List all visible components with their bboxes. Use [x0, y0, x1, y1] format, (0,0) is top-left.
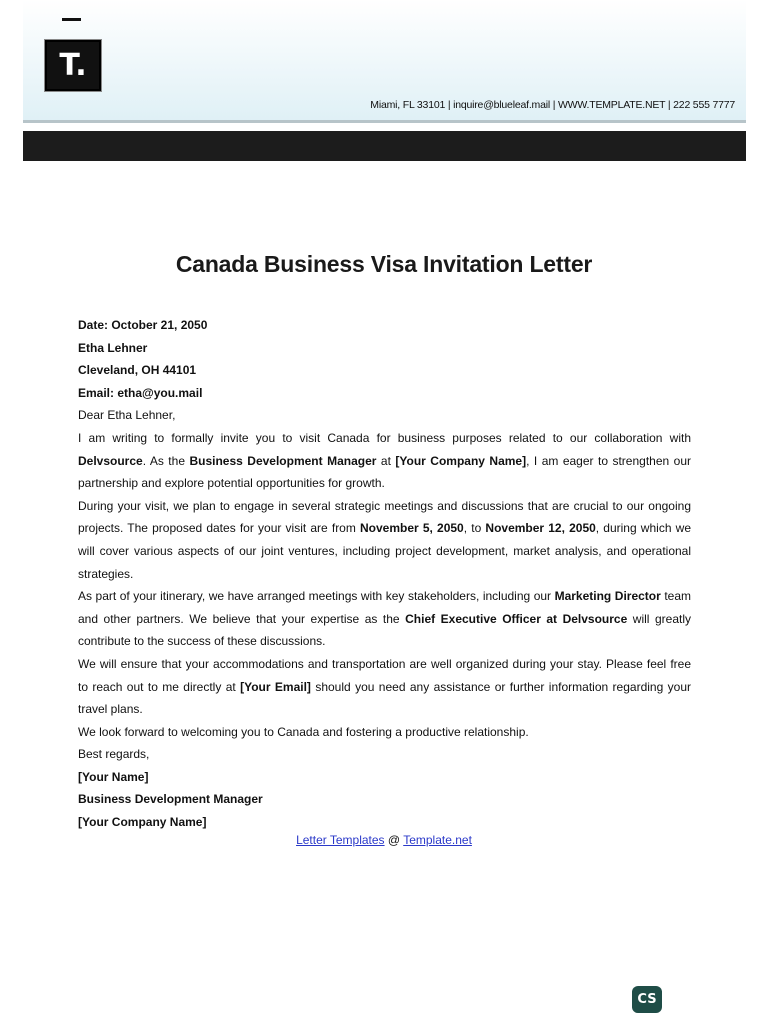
header-dash-mark [62, 18, 81, 21]
text-run: , I am eager to strengthen our partnership and explore potential opportunities for growth. [78, 453, 691, 491]
text-run: team and other partners. We believe that your expertise as the [78, 589, 691, 626]
letter-templates-link[interactable]: Letter Templates [296, 833, 385, 847]
salutation: Dear Etha Lehner, [78, 408, 176, 423]
closing: Best regards, [78, 747, 150, 762]
template-net-link[interactable]: Template.net [403, 833, 472, 847]
signature-title: Business Development Manager [78, 792, 263, 807]
letter-body [78, 314, 691, 834]
footer-credit [0, 833, 768, 847]
text-run: As part of your itinerary, we have arranged meetings with key stakeholders, including our [78, 589, 555, 604]
letter-date: Date: October 21, 2050 [78, 318, 208, 332]
letterhead-band [23, 131, 746, 161]
letterhead-contact-info: Miami, FL 33101 | inquire@blueleaf.mail | WWW.TEMPLATE.NET | 222 555 7777 [370, 99, 735, 111]
paragraph-invitation [78, 427, 691, 495]
text-run: . As the [142, 453, 190, 468]
sender-company: [Your Company Name] [395, 453, 527, 468]
text-run: should you need any assistance or further information regarding your travel plans. [78, 679, 691, 717]
recipient-role: Chief Executive Officer at Delvsource [405, 611, 628, 626]
paragraph-itinerary [78, 585, 691, 653]
text-run: , to [463, 521, 486, 536]
recipient-name: Etha Lehner [78, 340, 148, 355]
company-logo: T. [45, 40, 101, 91]
document-title: Canada Business Visa Invitation Letter [175, 251, 593, 277]
text-run: We will ensure that your accommodations and transportation are well organized during your stay. Please feel free to reach out to me directly at [78, 656, 691, 694]
signature-name: [Your Name] [78, 769, 149, 784]
stakeholder-role: Marketing Director [554, 589, 661, 604]
footer-separator: @ [384, 833, 404, 847]
sender-role: Business Development Manager [189, 453, 377, 468]
text-run: will greatly contribute to the success of these discussions. [78, 611, 691, 649]
sender-email: [Your Email] [240, 679, 311, 694]
letterhead-divider [23, 120, 746, 123]
paragraph-visit-dates [78, 495, 691, 585]
text-run: I am writing to formally invite you to visit Canada for business purposes related to our collaboration with [78, 430, 691, 445]
company-name: Delvsource [78, 453, 143, 468]
recipient-city: Cleveland, OH 44101 [78, 363, 197, 378]
text-run: at [376, 453, 396, 468]
paragraph-closing-remark: We look forward to welcoming you to Canada and fostering a productive relationship. [78, 724, 529, 739]
recipient-email: Email: etha@you.mail [78, 385, 203, 400]
visit-start-date: November 5, 2050 [360, 521, 464, 536]
text-run: During your visit, we plan to engage in several strategic meetings and discussions that are crucial to our ongoing projects. The proposed dates for your visit are from [78, 498, 691, 536]
visit-end-date: November 12, 2050 [485, 521, 596, 536]
camscanner-badge-icon: CS [632, 986, 662, 1013]
paragraph-accommodations [78, 653, 691, 721]
signature-company: [Your Company Name] [78, 815, 207, 830]
text-run: , during which we will cover various aspects of our joint ventures, including project development, market analysis, and operational strategies. [78, 521, 691, 581]
